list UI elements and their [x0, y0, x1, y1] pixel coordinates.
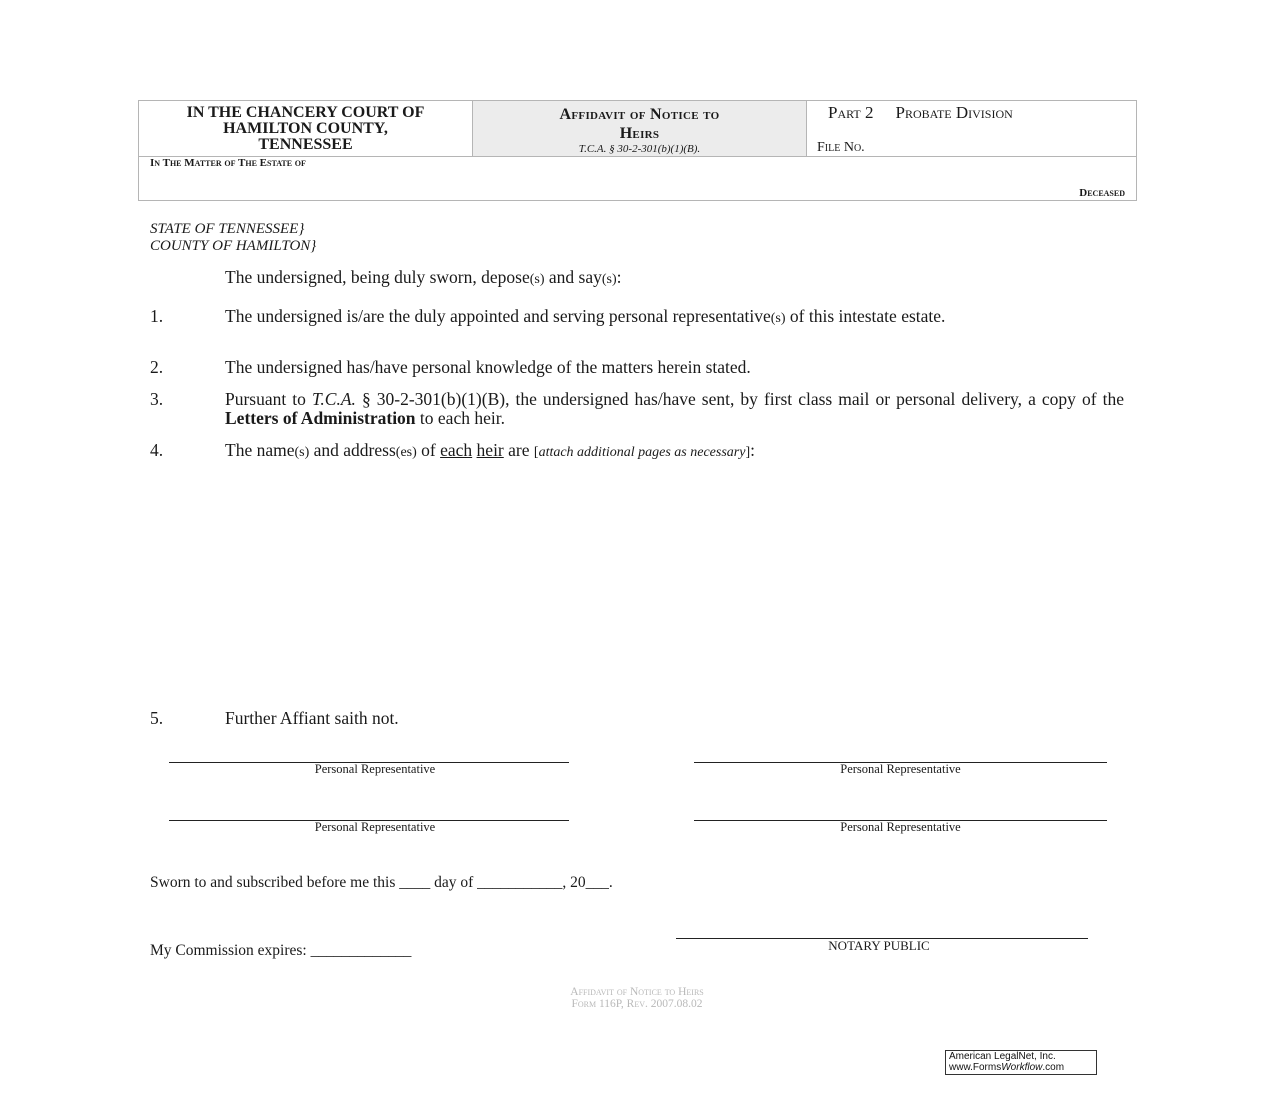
item-5-number: 5. [150, 708, 164, 728]
item-4-text [225, 441, 755, 462]
item-1-text-a: The undersigned is/are the duly appointed and serving personal representative [225, 306, 771, 326]
item-3-letters-of-administration: Letters of Administration [225, 408, 416, 428]
item-2-text: The undersigned has/have personal knowledge of the matters herein stated. [225, 357, 751, 377]
item-4-text-c: of [416, 440, 441, 460]
item-2-number: 2. [150, 357, 164, 377]
deceased-label: Deceased [1079, 187, 1125, 199]
division-cell [807, 101, 1136, 156]
item-1-text-b: of this intestate estate. [785, 306, 946, 326]
item-3-tca: T.C.A. [311, 389, 356, 409]
part-label: Part 2 [828, 103, 874, 122]
brand-line-2 [949, 1063, 1093, 1074]
title-line-2: Heirs [619, 125, 660, 142]
item-4-instruction: attach additional pages as necessary [538, 445, 746, 460]
item-4-bracket-close: ] [745, 445, 751, 460]
item-4-plural-2: (es) [395, 445, 417, 460]
item-4-text-d: are [503, 440, 534, 460]
file-number-label: File No. [817, 140, 865, 155]
item-4-text-b: and address [309, 440, 396, 460]
intro-plural-1: (s) [529, 272, 545, 287]
item-4-text-a: The name [225, 440, 295, 460]
brand-url-b: Workflow [1001, 1061, 1043, 1073]
division-label: Probate Division [895, 103, 1013, 122]
intro-plural-2: (s) [601, 272, 617, 287]
signature-label-1: Personal Representative [314, 762, 436, 776]
court-line-1: IN THE CHANCERY COURT OF [186, 104, 425, 121]
title-line-1: Affidavit of Notice to [559, 106, 720, 123]
item-3-text-a: Pursuant to [225, 389, 312, 409]
court-line-3: TENNESSEE [258, 136, 353, 153]
intro-colon: : [616, 267, 622, 287]
caption-table [138, 100, 1137, 201]
footer-form-title: Affidavit of Notice to Heirs [570, 986, 704, 998]
statute-citation: T.C.A. § 30-2-301(b)(1)(B). [578, 143, 701, 155]
item-4-each: each [440, 440, 473, 460]
venue-county: COUNTY OF HAMILTON} [150, 238, 317, 254]
brand-url-c: .com [1042, 1061, 1065, 1073]
signature-label-2: Personal Representative [840, 762, 961, 776]
part-division-line [828, 103, 1035, 123]
signature-label-4: Personal Representative [840, 820, 961, 834]
court-name [139, 101, 473, 156]
item-3-text-b: § 30-2-301(b)(1)(B), the undersigned has/have sent, by first class mail or personal delivery, a copy of the [355, 389, 1124, 409]
sworn-statement: Sworn to and subscribed before me this ____ day of ___________, 20___. [150, 874, 613, 891]
item-4-colon: : [750, 440, 755, 460]
item-4-bracket-open: [ [533, 445, 539, 460]
item-1-number: 1. [150, 306, 164, 326]
caption-top-row [139, 101, 1136, 157]
item-1-text [225, 307, 1124, 328]
document-title [473, 101, 807, 156]
notary-public-label: NOTARY PUBLIC [828, 938, 930, 953]
item-1-plural: (s) [770, 311, 786, 326]
item-3-text-c: to each heir. [415, 408, 505, 428]
footer-form-number: Form 116P, Rev. 2007.08.02 [571, 998, 703, 1010]
item-3-text [225, 390, 1124, 428]
intro-text: The undersigned, being duly sworn, depose [225, 267, 530, 287]
american-legalnet-badge[interactable] [945, 1050, 1097, 1075]
brand-url-a: www.Forms [949, 1061, 1002, 1073]
brand-line-1: American LegalNet, Inc. [949, 1051, 1056, 1062]
intro-statement [225, 268, 622, 289]
signature-label-3: Personal Representative [314, 820, 436, 834]
item-5-text: Further Affiant saith not. [225, 708, 399, 728]
court-line-2: HAMILTON COUNTY, [223, 120, 388, 137]
item-4-number: 4. [150, 440, 164, 460]
item-4-plural-1: (s) [294, 445, 310, 460]
intro-text-2: and say [544, 267, 602, 287]
estate-matter-label: In The Matter of The Estate of [150, 157, 306, 169]
commission-expires: My Commission expires: _____________ [150, 942, 412, 959]
item-4-heir: heir [476, 440, 504, 460]
venue-state: STATE OF TENNESSEE} [150, 221, 305, 237]
item-3-number: 3. [150, 389, 164, 409]
